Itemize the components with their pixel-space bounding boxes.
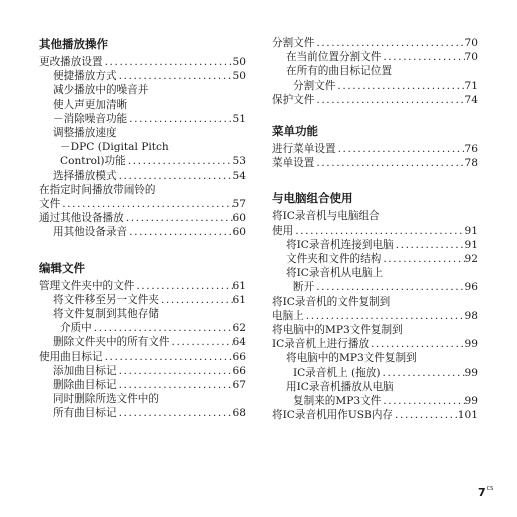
toc-entry-text: 更改播放设置 <box>39 56 103 68</box>
toc-entry-text: 将IC录音机用作USB内存 <box>272 409 394 422</box>
toc-entry <box>272 337 478 351</box>
dot-leader <box>124 211 233 225</box>
toc-entry <box>39 83 246 97</box>
toc-entry-text: 选择播放模式 <box>53 169 117 182</box>
dot-leader <box>117 69 233 83</box>
toc-entry-text: IC录音机上进行播放 <box>272 338 370 351</box>
toc-entry <box>272 156 478 170</box>
toc-entry <box>39 55 246 69</box>
toc-list <box>272 36 478 107</box>
toc-entry <box>39 378 246 392</box>
toc-page-number: 78 <box>464 157 478 170</box>
toc-entry-text: －消除噪音功能 <box>53 112 128 125</box>
toc-page-number: 68 <box>232 407 246 420</box>
toc-entry <box>272 79 478 93</box>
toc-page-number: 96 <box>464 281 478 294</box>
dot-leader <box>159 293 233 307</box>
toc-list <box>272 209 478 422</box>
toc-entry-text: 将电脑中的MP3文件复制到 <box>286 352 417 365</box>
toc-list <box>272 142 478 170</box>
toc-page-number: 99 <box>464 338 478 351</box>
toc-entry-text: 文件夹和文件的结构 <box>286 253 382 266</box>
toc-entry <box>272 394 478 408</box>
dot-leader <box>393 408 458 422</box>
toc-entry-text: 在指定时间播放带闹铃的 <box>39 183 156 196</box>
toc-entry <box>39 154 246 168</box>
toc-entry <box>272 266 478 280</box>
toc-entry-text: 将文件复制到其他存储 <box>53 308 159 321</box>
toc-entry-text: 使人声更加清晰 <box>53 98 128 111</box>
toc-entry <box>39 364 246 378</box>
toc-page-number: 66 <box>232 350 246 363</box>
dot-leader <box>117 364 233 378</box>
toc-page-number: 50 <box>232 70 246 83</box>
dot-leader <box>117 378 233 392</box>
toc-page-number: 57 <box>232 198 246 211</box>
toc-entry-text: 进行菜单设置 <box>272 143 336 156</box>
toc-entry <box>39 211 246 225</box>
toc-entry-text: 菜单设置 <box>272 157 315 170</box>
toc-page-number: 99 <box>464 395 478 408</box>
dot-leader <box>117 169 233 183</box>
toc-entry-text: 在所有的曲目标记位置 <box>286 65 392 78</box>
toc-page-number: 91 <box>464 224 478 237</box>
toc-entry <box>39 69 246 83</box>
toc-entry <box>39 197 246 211</box>
dot-leader <box>127 225 232 239</box>
toc-page-number: 51 <box>232 112 246 125</box>
toc-entry-text: 将IC录音机的文件复制到 <box>272 295 391 308</box>
toc-entry <box>39 406 246 420</box>
toc-right-column <box>272 36 478 422</box>
toc-page-number: 50 <box>232 56 246 68</box>
toc-entry-text: 介质中 <box>60 322 92 335</box>
dot-leader <box>92 321 233 335</box>
toc-entry-text: 文件 <box>39 198 61 211</box>
toc-page-number: 70 <box>464 51 478 64</box>
toc-page-number: 60 <box>232 212 246 225</box>
toc-entry-text: 用IC录音机播放从电脑 <box>286 380 394 393</box>
toc-entry <box>272 50 478 64</box>
dot-leader <box>170 335 233 349</box>
toc-page-number: 64 <box>232 336 246 349</box>
toc-entry <box>272 309 478 323</box>
toc-entry-text: 将电脑中的MP3文件复制到 <box>272 324 403 337</box>
toc-entry <box>39 112 246 126</box>
dot-leader <box>304 309 465 323</box>
toc-entry <box>272 408 478 422</box>
toc-entry <box>39 307 246 321</box>
dot-leader <box>127 112 232 126</box>
toc-page-number: 61 <box>232 279 246 292</box>
dot-leader <box>103 350 233 364</box>
dot-leader <box>314 36 464 50</box>
toc-entry-text: 使用曲目标记 <box>39 350 103 363</box>
page-number: $7^{CS}$ <box>478 486 494 499</box>
toc-entry <box>39 350 246 364</box>
toc-entry <box>39 225 246 239</box>
toc-entry <box>272 295 478 309</box>
dot-leader <box>134 279 232 293</box>
toc-entry-text: 将文件移至另一文件夹 <box>53 293 159 306</box>
dot-leader <box>60 197 232 211</box>
toc-entry-text: 删除曲目标记 <box>53 379 117 392</box>
toc-entry <box>39 321 246 335</box>
toc-entry-text: 同时删除所选文件中的 <box>53 393 159 406</box>
toc-entry <box>272 36 478 50</box>
language-code: CS <box>486 486 494 492</box>
toc-entry-text: 分割文件 <box>272 37 315 49</box>
toc-page-number: 53 <box>232 155 246 168</box>
toc-page-number: 98 <box>464 309 478 322</box>
toc-entry <box>272 64 478 78</box>
section-title: 其他播放操作 <box>39 37 108 51</box>
toc-entry-text: 断开 <box>293 281 315 294</box>
toc-page-number: 74 <box>464 93 478 106</box>
toc-entry <box>39 140 246 154</box>
toc-entry-text: IC录音机上 (拖放) <box>293 366 381 379</box>
toc-left-column <box>39 36 246 421</box>
dot-leader <box>335 79 464 93</box>
dot-leader <box>381 252 464 266</box>
toc-entry-text: Control)功能 <box>60 155 126 168</box>
section-title: 编辑文件 <box>39 260 85 275</box>
dot-leader <box>369 337 464 351</box>
dot-leader <box>381 394 464 408</box>
toc-entry-text: －DPC (Digital Pitch <box>60 141 169 154</box>
toc-entry <box>272 142 478 156</box>
toc-list <box>39 279 246 421</box>
toc-entry-text: 电脑上 <box>272 309 304 322</box>
toc-page-number: 101 <box>457 409 478 422</box>
toc-entry-text: 使用 <box>272 224 294 237</box>
toc-entry <box>39 335 246 349</box>
toc-page-number: 99 <box>464 366 478 379</box>
toc-entry <box>39 98 246 112</box>
toc-entry-text: 便捷播放方式 <box>53 70 117 83</box>
dot-leader <box>314 93 464 107</box>
toc-entry-text: 删除文件夹中的所有文件 <box>53 336 170 349</box>
toc-page-number: 54 <box>232 169 246 182</box>
toc-entry-text: 复制来的MP3文件 <box>293 395 382 408</box>
toc-entry-text: 管理文件夹中的文件 <box>39 279 135 292</box>
dot-leader <box>314 280 464 294</box>
toc-page-number: 66 <box>232 364 246 377</box>
toc-entry-text: 将IC录音机从电脑上 <box>286 267 384 280</box>
toc-page-number: 71 <box>464 79 478 92</box>
dot-leader <box>381 366 465 380</box>
toc-page-number: 92 <box>464 253 478 266</box>
toc-entry <box>272 366 478 380</box>
toc-entry-text: 减少播放中的噪音并 <box>53 84 149 97</box>
toc-entry <box>39 392 246 406</box>
toc-entry <box>272 93 478 107</box>
dot-leader <box>336 142 465 156</box>
toc-entry <box>272 224 478 238</box>
dot-leader <box>293 224 464 238</box>
dot-leader <box>103 55 233 69</box>
toc-entry <box>272 209 478 223</box>
dot-leader <box>381 50 464 64</box>
toc-list <box>39 55 246 240</box>
toc-entry <box>272 252 478 266</box>
toc-entry <box>39 293 246 307</box>
toc-entry-text: 通过其他设备播放 <box>39 212 124 225</box>
dot-leader <box>394 238 465 252</box>
toc-entry <box>272 351 478 365</box>
section-title: 与电脑组合使用 <box>272 191 353 206</box>
toc-entry <box>272 280 478 294</box>
toc-entry-text: 保护文件 <box>272 93 315 106</box>
toc-page-number: 70 <box>464 37 478 49</box>
toc-entry <box>39 183 246 197</box>
toc-entry-text: 分割文件 <box>293 79 336 92</box>
toc-entry-text: 将IC录音机连接到电脑 <box>286 238 394 251</box>
toc-entry <box>272 323 478 337</box>
toc-entry-text: 用其他设备录音 <box>53 226 128 239</box>
dot-leader <box>117 406 233 420</box>
toc-entry <box>39 126 246 140</box>
toc-page-number: 76 <box>464 143 478 156</box>
toc-page-number: 60 <box>232 226 246 239</box>
toc-entry <box>272 238 478 252</box>
toc-page-number: 91 <box>464 238 478 251</box>
toc-page-number: 67 <box>232 379 246 392</box>
toc-entry <box>39 169 246 183</box>
toc-entry-text: 调整播放速度 <box>53 127 117 140</box>
toc-page-number: 62 <box>232 322 246 335</box>
dot-leader <box>126 154 233 168</box>
toc-entry-text: 添加曲目标记 <box>53 364 117 377</box>
toc-entry <box>272 380 478 394</box>
toc-entry <box>39 279 246 293</box>
toc-entry-text: 所有曲目标记 <box>53 407 117 420</box>
toc-page-number: 61 <box>232 293 246 306</box>
toc-entry-text: 将IC录音机与电脑组合 <box>272 210 380 223</box>
dot-leader <box>314 156 464 170</box>
toc-entry-text: 在当前位置分割文件 <box>286 51 382 64</box>
section-title: 菜单功能 <box>272 124 318 139</box>
